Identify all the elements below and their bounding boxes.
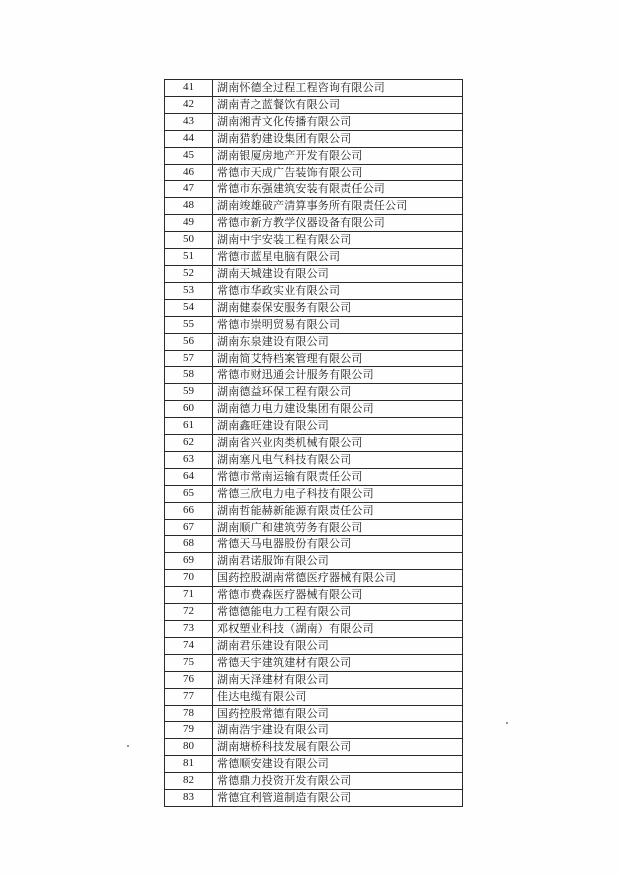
row-number-cell: 58 — [165, 367, 213, 384]
table-row — [165, 705, 463, 722]
row-number-cell: 61 — [165, 418, 213, 435]
row-number-cell: 47 — [165, 181, 213, 198]
table-row — [165, 181, 463, 198]
row-number-cell: 73 — [165, 621, 213, 638]
company-name-cell: 常德市费森医疗器械有限公司 — [213, 587, 463, 604]
table-row — [165, 654, 463, 671]
table-row — [165, 350, 463, 367]
row-number-cell: 53 — [165, 282, 213, 299]
company-name-cell: 湖南君乐建设有限公司 — [213, 637, 463, 654]
company-name-cell: 湖南猎豹建设集团有限公司 — [213, 130, 463, 147]
row-number-cell: 69 — [165, 553, 213, 570]
row-number-cell: 51 — [165, 249, 213, 266]
row-number-cell: 63 — [165, 451, 213, 468]
row-number-cell: 68 — [165, 536, 213, 553]
row-number-cell: 79 — [165, 722, 213, 739]
row-number-cell: 72 — [165, 604, 213, 621]
table-row — [165, 367, 463, 384]
table-row — [165, 96, 463, 113]
row-number-cell: 43 — [165, 113, 213, 130]
row-number-cell: 82 — [165, 773, 213, 790]
table-row — [165, 536, 463, 553]
company-name-cell: 湖南中宇安装工程有限公司 — [213, 232, 463, 249]
company-name-cell: 湖南塘桥科技发展有限公司 — [213, 739, 463, 756]
company-name-cell: 湖南健泰保安服务有限公司 — [213, 299, 463, 316]
scan-speck — [127, 745, 129, 747]
row-number-cell: 45 — [165, 147, 213, 164]
row-number-cell: 74 — [165, 637, 213, 654]
company-name-cell: 湖南顺广和建筑劳务有限公司 — [213, 519, 463, 536]
table-row — [165, 739, 463, 756]
row-number-cell: 76 — [165, 671, 213, 688]
row-number-cell: 42 — [165, 96, 213, 113]
row-number-cell: 78 — [165, 705, 213, 722]
table-row — [165, 519, 463, 536]
company-name-cell: 国药控股湖南常德医疗器械有限公司 — [213, 570, 463, 587]
row-number-cell: 60 — [165, 401, 213, 418]
row-number-cell: 64 — [165, 468, 213, 485]
table-row — [165, 773, 463, 790]
company-name-cell: 湖南怀德全过程工程咨询有限公司 — [213, 80, 463, 97]
table-body — [165, 80, 463, 807]
table-row — [165, 621, 463, 638]
company-name-cell: 常德宜利管道制造有限公司 — [213, 790, 463, 807]
scan-speck — [506, 722, 508, 724]
row-number-cell: 70 — [165, 570, 213, 587]
table-row — [165, 282, 463, 299]
company-name-cell: 常德市华政实业有限公司 — [213, 282, 463, 299]
company-list-table — [164, 79, 463, 807]
company-name-cell: 湖南简艾特档案管理有限公司 — [213, 350, 463, 367]
row-number-cell: 75 — [165, 654, 213, 671]
row-number-cell: 83 — [165, 790, 213, 807]
company-name-cell: 常德天马电器股份有限公司 — [213, 536, 463, 553]
row-number-cell: 56 — [165, 333, 213, 350]
table-row — [165, 485, 463, 502]
company-name-cell: 湖南德益环保工程有限公司 — [213, 384, 463, 401]
table-row — [165, 164, 463, 181]
row-number-cell: 65 — [165, 485, 213, 502]
company-name-cell: 常德天宇建筑建材有限公司 — [213, 654, 463, 671]
table-row — [165, 418, 463, 435]
company-name-cell: 湖南德力电力建设集团有限公司 — [213, 401, 463, 418]
table-row — [165, 688, 463, 705]
company-name-cell: 常德三欣电力电子科技有限公司 — [213, 485, 463, 502]
company-name-cell: 湖南天泽建材有限公司 — [213, 671, 463, 688]
table-row — [165, 215, 463, 232]
company-name-cell: 常德市蓝星电脑有限公司 — [213, 249, 463, 266]
company-name-cell: 湖南青之蓝餐饮有限公司 — [213, 96, 463, 113]
company-name-cell: 湖南哲能赫新能源有限责任公司 — [213, 502, 463, 519]
company-name-cell: 常德鼎力投资开发有限公司 — [213, 773, 463, 790]
row-number-cell: 48 — [165, 198, 213, 215]
row-number-cell: 41 — [165, 80, 213, 97]
company-name-cell: 湖南竣雄破产清算事务所有限责任公司 — [213, 198, 463, 215]
table-row — [165, 147, 463, 164]
company-name-cell: 常德市天成广告装饰有限公司 — [213, 164, 463, 181]
company-name-cell: 常德市新方教学仪器设备有限公司 — [213, 215, 463, 232]
company-name-cell: 湖南塞凡电气科技有限公司 — [213, 451, 463, 468]
company-name-cell: 常德市崇明贸易有限公司 — [213, 316, 463, 333]
company-name-cell: 常德市常南运输有限责任公司 — [213, 468, 463, 485]
row-number-cell: 46 — [165, 164, 213, 181]
company-name-cell: 湖南天城建设有限公司 — [213, 265, 463, 282]
row-number-cell: 44 — [165, 130, 213, 147]
table-row — [165, 468, 463, 485]
table-row — [165, 113, 463, 130]
company-name-cell: 佳达电缆有限公司 — [213, 688, 463, 705]
table-row — [165, 80, 463, 97]
company-name-cell: 常德市东强建筑安装有限责任公司 — [213, 181, 463, 198]
company-name-cell: 湖南浩宇建设有限公司 — [213, 722, 463, 739]
row-number-cell: 54 — [165, 299, 213, 316]
row-number-cell: 55 — [165, 316, 213, 333]
row-number-cell: 50 — [165, 232, 213, 249]
company-name-cell: 湖南君诺服饰有限公司 — [213, 553, 463, 570]
table-row — [165, 587, 463, 604]
row-number-cell: 49 — [165, 215, 213, 232]
table-row — [165, 130, 463, 147]
company-name-cell: 邓权塑业科技（湖南）有限公司 — [213, 621, 463, 638]
table-row — [165, 265, 463, 282]
row-number-cell: 81 — [165, 756, 213, 773]
company-name-cell: 湖南银厦房地产开发有限公司 — [213, 147, 463, 164]
table-row — [165, 553, 463, 570]
company-name-cell: 湖南东泉建设有限公司 — [213, 333, 463, 350]
table-row — [165, 570, 463, 587]
company-name-cell: 湖南鑫旺建设有限公司 — [213, 418, 463, 435]
row-number-cell: 67 — [165, 519, 213, 536]
table-row — [165, 299, 463, 316]
company-name-cell: 常德市财迅通会计服务有限公司 — [213, 367, 463, 384]
table-row — [165, 722, 463, 739]
row-number-cell: 66 — [165, 502, 213, 519]
company-name-cell: 常德德能电力工程有限公司 — [213, 604, 463, 621]
row-number-cell: 77 — [165, 688, 213, 705]
table-row — [165, 198, 463, 215]
row-number-cell: 80 — [165, 739, 213, 756]
company-name-cell: 湖南湘青文化传播有限公司 — [213, 113, 463, 130]
table-row — [165, 790, 463, 807]
table-row — [165, 756, 463, 773]
table-row — [165, 435, 463, 452]
company-name-cell: 国药控股常德有限公司 — [213, 705, 463, 722]
company-name-cell: 湖南省兴业肉类机械有限公司 — [213, 435, 463, 452]
row-number-cell: 59 — [165, 384, 213, 401]
table-row — [165, 316, 463, 333]
table-row — [165, 502, 463, 519]
table-row — [165, 384, 463, 401]
row-number-cell: 71 — [165, 587, 213, 604]
table-row — [165, 604, 463, 621]
table-row — [165, 671, 463, 688]
table-row — [165, 333, 463, 350]
table-row — [165, 401, 463, 418]
table-row — [165, 451, 463, 468]
row-number-cell: 57 — [165, 350, 213, 367]
table-row — [165, 637, 463, 654]
table-row — [165, 232, 463, 249]
row-number-cell: 62 — [165, 435, 213, 452]
table-row — [165, 249, 463, 266]
company-name-cell: 常德顺安建设有限公司 — [213, 756, 463, 773]
row-number-cell: 52 — [165, 265, 213, 282]
